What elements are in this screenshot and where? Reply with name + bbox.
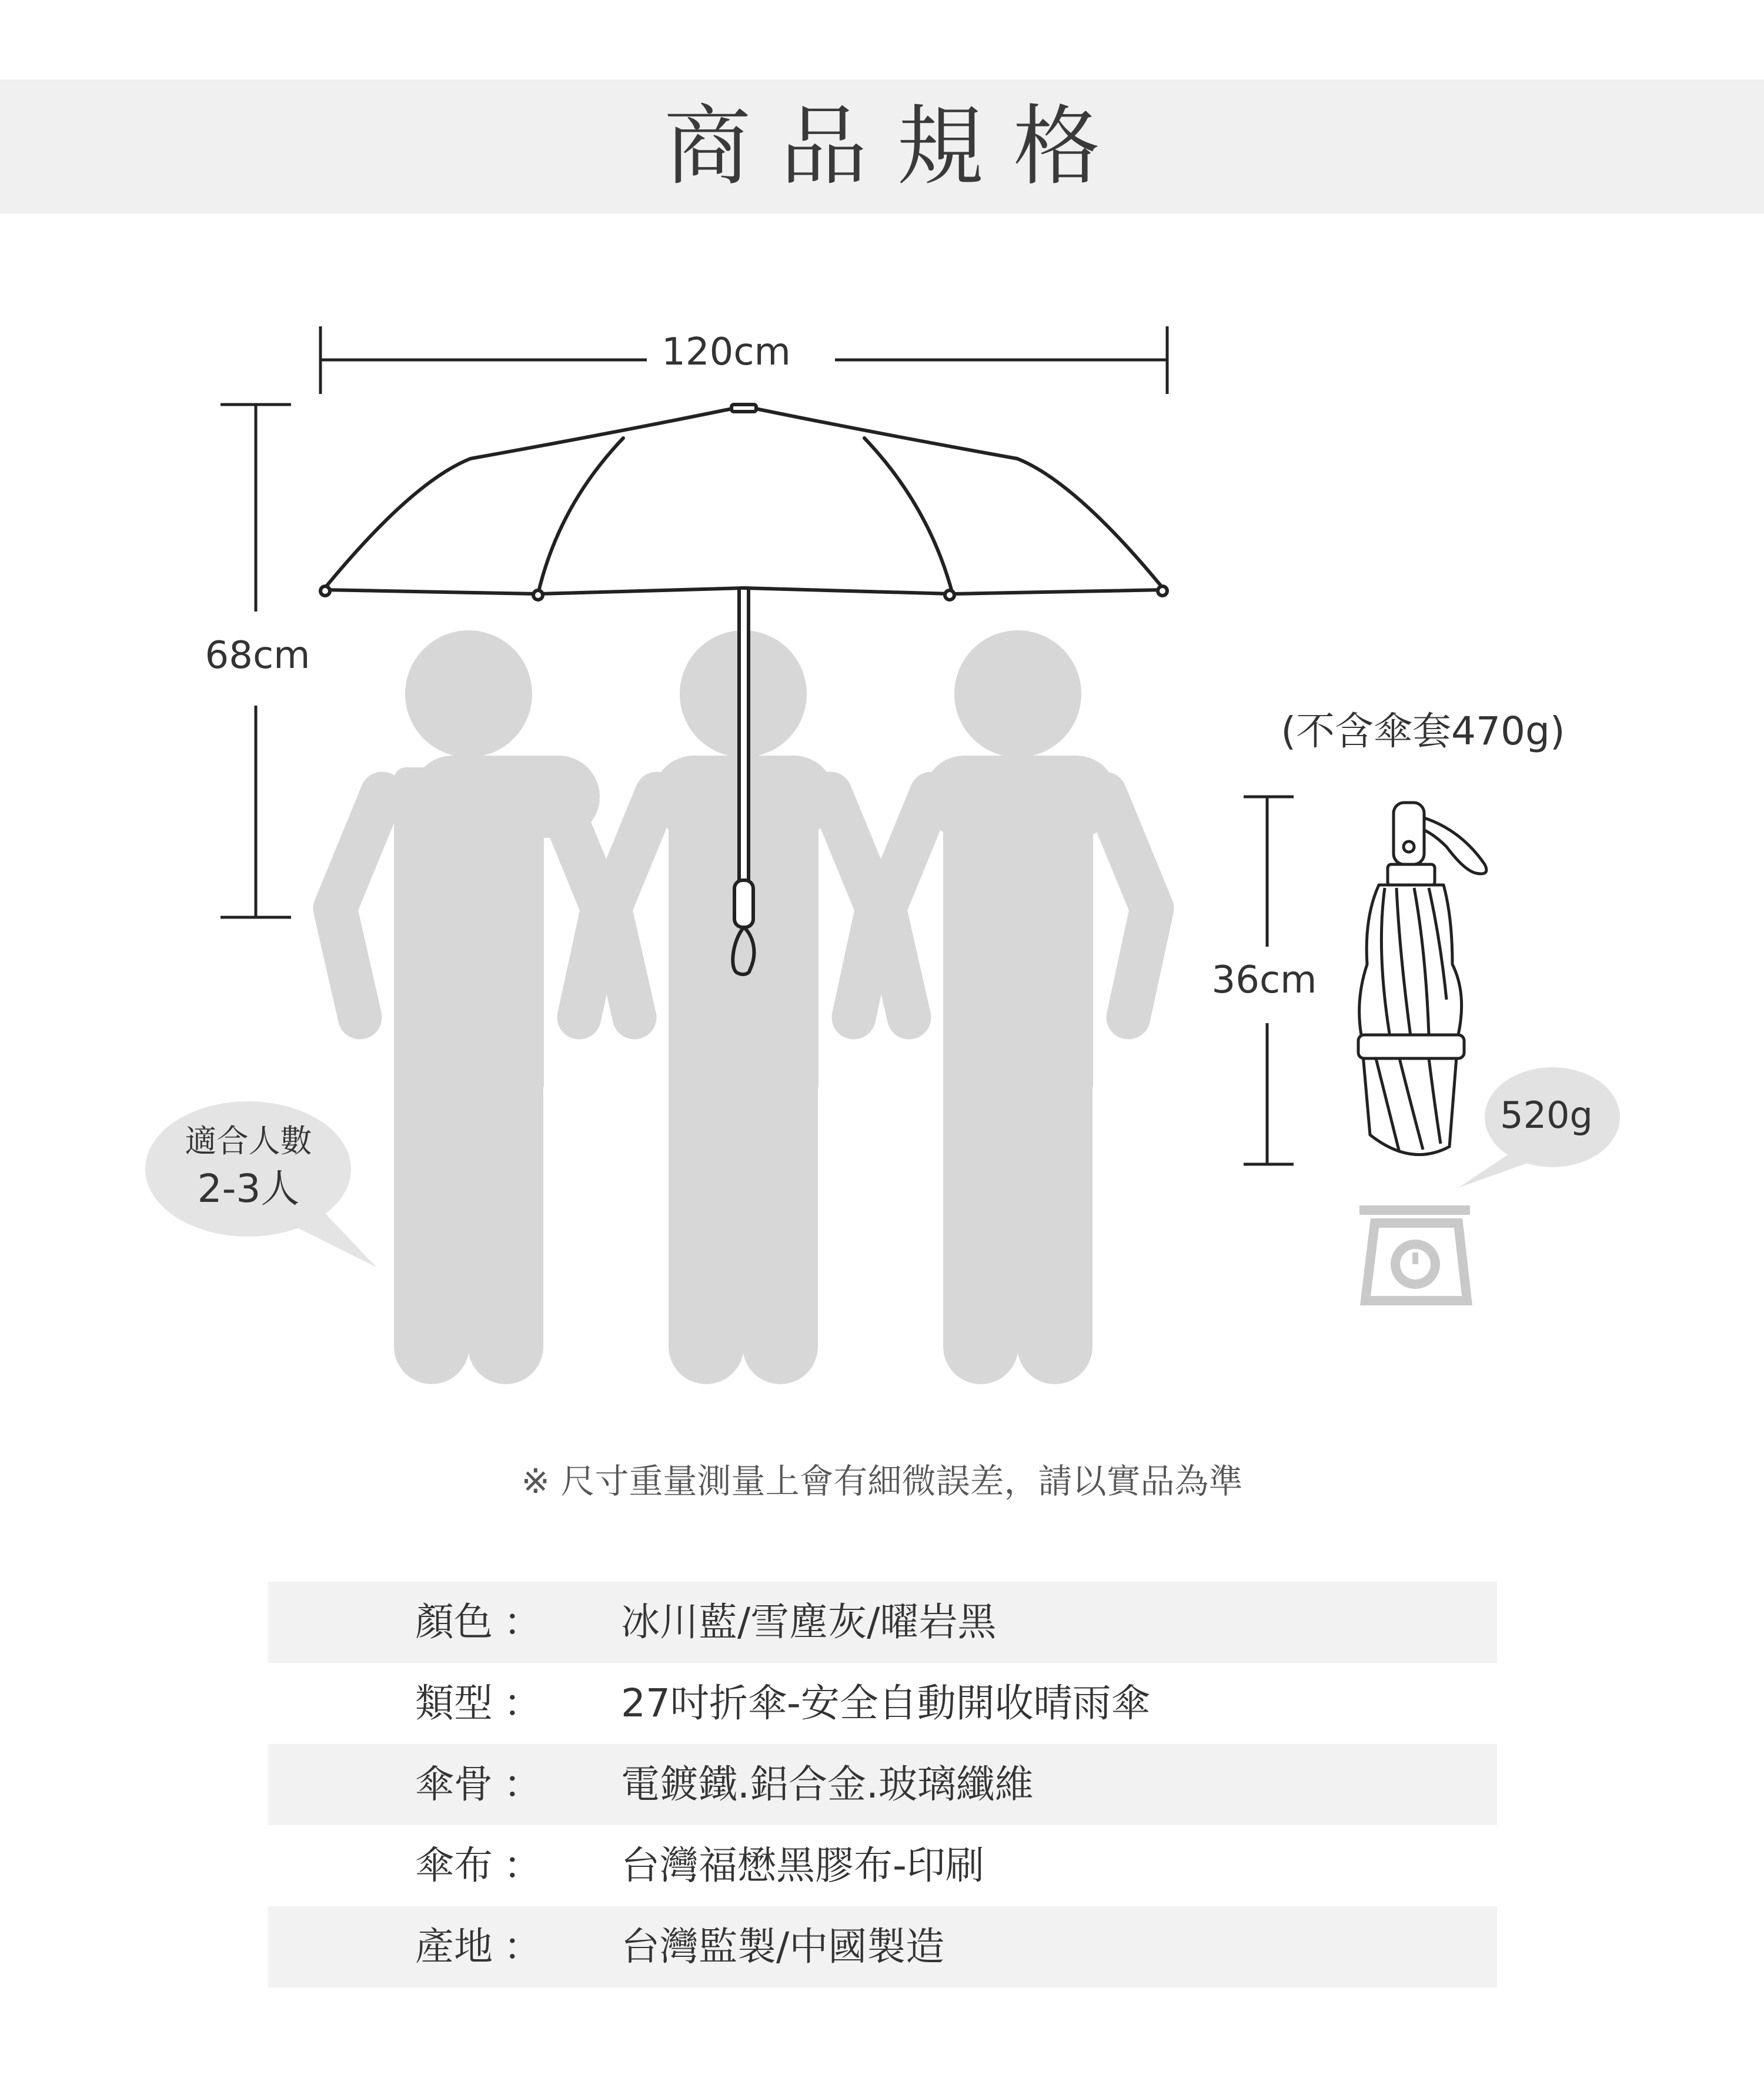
spec-value: 台灣監製/中國製造 (621, 1924, 945, 1969)
spec-label: 類型 (415, 1681, 493, 1726)
spec-value: 電鍍鐵.鋁合金.玻璃纖維 (621, 1762, 1034, 1807)
spec-label: 傘骨 (415, 1762, 493, 1807)
spec-row-origin (268, 1906, 1497, 1987)
capacity-bubble-value: 2-3人 (197, 1166, 300, 1211)
spec-colon: ： (503, 1843, 542, 1888)
folded-length-label: 36cm (1211, 958, 1317, 1002)
spec-colon: ： (503, 1681, 542, 1726)
weight-note: (不含傘套470g) (1281, 709, 1565, 754)
spec-label: 傘布 (415, 1843, 493, 1888)
spec-value: 台灣福懋黑膠布-印刷 (621, 1843, 984, 1888)
weight-label: 520g (1500, 1094, 1593, 1137)
open-width-label: 120cm (662, 330, 791, 374)
spec-row-type (268, 1663, 1497, 1744)
spec-label: 顏色 (415, 1599, 493, 1645)
spec-row-frame (268, 1744, 1497, 1825)
spec-colon: ： (503, 1599, 542, 1645)
capacity-bubble (147, 1120, 350, 1215)
capacity-bubble-title: 適合人數 (185, 1123, 312, 1160)
person-silhouette-icon (884, 630, 1152, 1347)
spec-table (268, 1582, 1497, 1987)
page-title: 商品規格 (664, 96, 1130, 197)
spec-value: 27吋折傘-安全自動開收晴雨傘 (621, 1681, 1150, 1726)
person-silhouette-icon (335, 630, 603, 1347)
spec-value: 冰川藍/雪塵灰/曜岩黑 (621, 1599, 997, 1645)
open-height-label: 68cm (205, 634, 310, 677)
spec-row-fabric (268, 1825, 1497, 1906)
spec-colon: ： (503, 1762, 542, 1807)
spec-row-color (268, 1582, 1497, 1663)
spec-colon: ： (503, 1924, 542, 1969)
folded-umbrella-icon (1358, 803, 1486, 1155)
spec-label: 產地 (415, 1924, 493, 1969)
scale-icon (1359, 1210, 1470, 1301)
disclaimer: ※ 尺寸重量測量上會有細微誤差，請以實品為準 (521, 1461, 1243, 1501)
